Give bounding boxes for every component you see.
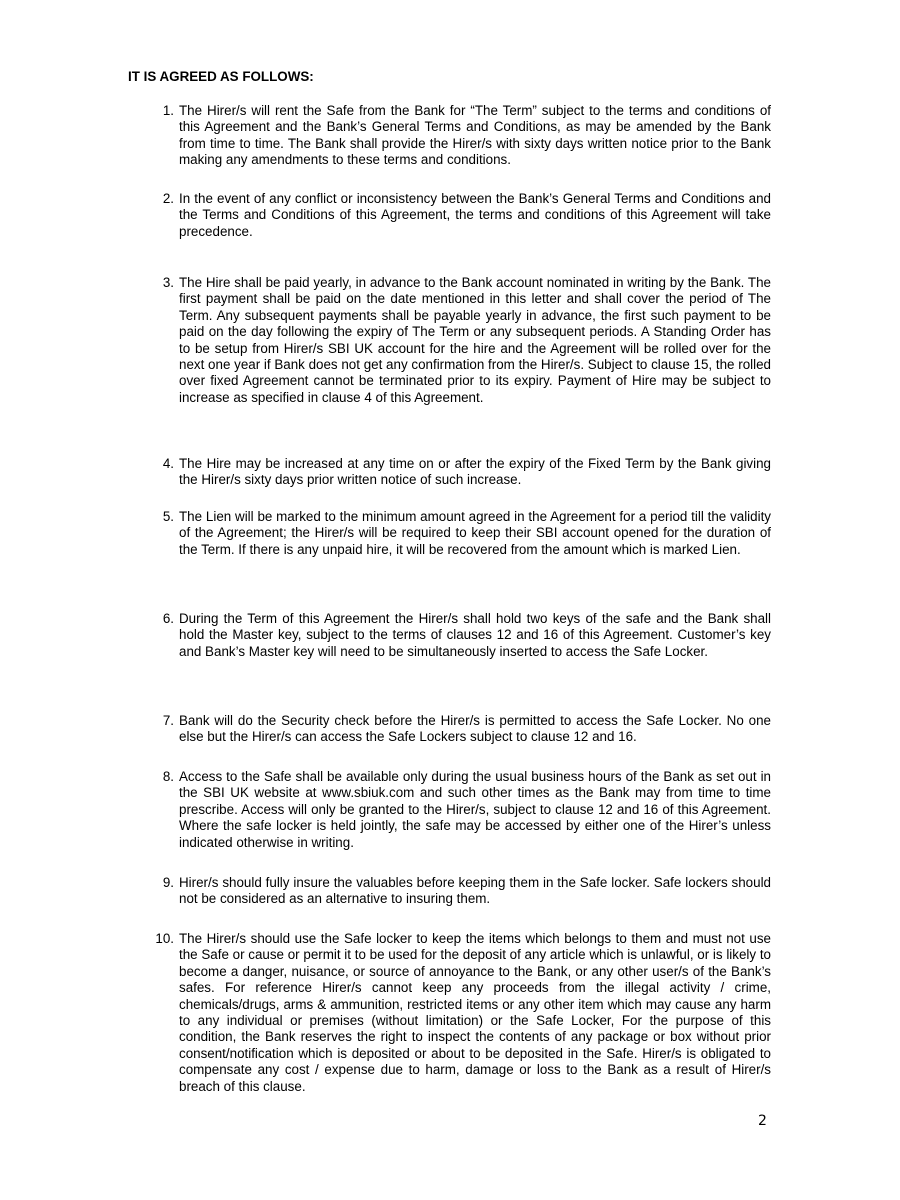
clause-8 <box>148 769 771 851</box>
clause-number: 6. <box>162 611 174 626</box>
clause-number: 2. <box>162 191 174 206</box>
clause-7 <box>148 713 771 746</box>
page-number: 2 <box>758 1113 767 1129</box>
clause-text: During the Term of this Agreement the Hirer/s shall hold two keys of the safe and the Bank shall hold the Master key, subject to the terms of clauses 12 and 16 of this Agreement. Customer’s key and Bank’s Master key will need to be simultaneously inserted to access the Safe Locker. <box>179 611 771 659</box>
clause-number: 7. <box>162 713 174 728</box>
section-heading: IT IS AGREED AS FOLLOWS: <box>128 69 314 84</box>
clause-text: The Hire may be increased at any time on or after the expiry of the Fixed Term by the Bank giving the Hirer/s sixty days prior written notice of such increase. <box>179 456 771 488</box>
clause-number: 3. <box>162 275 174 290</box>
clause-9 <box>148 875 771 908</box>
clause-text: Bank will do the Security check before the Hirer/s is permitted to access the Safe Locker. No one else but the Hirer/s can access the Safe Lockers subject to clause 12 and 16. <box>179 713 771 745</box>
clause-number: 9. <box>162 875 174 890</box>
clause-6 <box>148 611 771 660</box>
clause-text: Access to the Safe shall be available only during the usual business hours of the Bank as set out in the SBI UK website at www.sbiuk.com and such other times as the Bank may from time to time prescribe. Access will only be granted to the Hirer/s, subject to clause 12 and 16 of this Agreement. Where the safe locker is held jointly, the safe may be accessed by either one of the Hirer’s unless indicated otherwise in writing. <box>179 769 771 850</box>
clause-5 <box>148 509 771 558</box>
clause-3 <box>148 275 771 406</box>
clause-number: 5. <box>162 509 174 524</box>
clause-number: 8. <box>162 769 174 784</box>
clause-text: The Hirer/s should use the Safe locker to keep the items which belongs to them and must not use the Safe or cause or permit it to be used for the deposit of any article which is unlawful, or is likely to become a danger, nuisance, or source of annoyance to the Bank, or any other user/s of the Bank’s safes. For reference Hirer/s cannot keep any proceeds from the illegal activity / crime, chemicals/drugs, arms & ammunition, restricted items or any other item which may cause any harm to any individual or premises (without limitation) or the Safe Locker, For the purpose of this condition, the Bank reserves the right to inspect the contents of any package or box without prior consent/notification which is deposited or about to be deposited in the Safe. Hirer/s is obligated to compensate any cost / expense due to harm, damage or loss to the Bank as a result of Hirer/s breach of this clause. <box>179 931 771 1094</box>
clause-2 <box>148 191 771 240</box>
clause-number: 4. <box>162 456 174 471</box>
clause-text: The Hire shall be paid yearly, in advance to the Bank account nominated in writing by the Bank. The first payment shall be paid on the date mentioned in this letter and shall cover the period of The Term. Any subsequent payments shall be payable yearly in advance, the first such payment to be paid on the day following the expiry of The Term or any subsequent periods. A Standing Order has to be setup from Hirer/s SBI UK account for the hire and the Agreement will be rolled over for the next one year if Bank does not get any confirmation from the Hirer/s. Subject to clause 15, the rolled over fixed Agreement cannot be terminated prior to its expiry. Payment of Hire may be subject to increase as specified in clause 4 of this Agreement. <box>179 275 771 405</box>
clause-number: 10. <box>155 931 174 946</box>
clause-number: 1. <box>162 103 174 118</box>
clause-text: The Lien will be marked to the minimum amount agreed in the Agreement for a period till the validity of the Agreement; the Hirer/s will be required to keep their SBI account opened for the duration of the Term. If there is any unpaid hire, it will be recovered from the amount which is marked Lien. <box>179 509 771 557</box>
clause-text: The Hirer/s will rent the Safe from the Bank for “The Term” subject to the terms and conditions of this Agreement and the Bank’s General Terms and Conditions, as may be amended by the Bank from time to time. The Bank shall provide the Hirer/s with sixty days written notice prior to the Bank making any amendments to these terms and conditions. <box>179 103 771 168</box>
clause-4 <box>148 456 771 489</box>
clause-text: Hirer/s should fully insure the valuables before keeping them in the Safe locker. Safe lockers should not be considered as an alternative to insuring them. <box>179 875 771 907</box>
clause-10 <box>148 931 771 1095</box>
clause-text: In the event of any conflict or inconsistency between the Bank’s General Terms and Conditions and the Terms and Conditions of this Agreement, the terms and conditions of this Agreement will take precedence. <box>179 191 771 239</box>
clause-1 <box>148 103 771 169</box>
